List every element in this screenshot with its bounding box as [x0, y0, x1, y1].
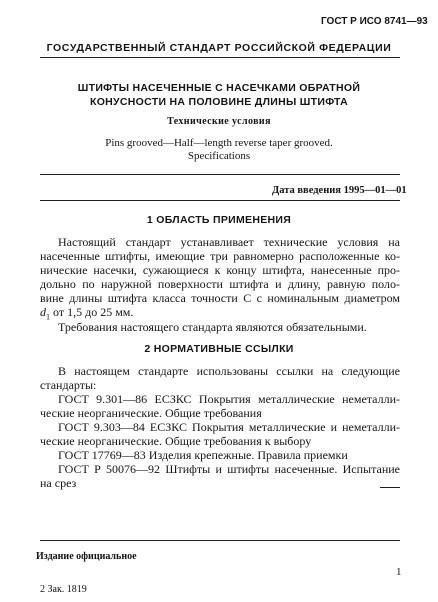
- header-rule: [40, 57, 400, 58]
- diameter-subscript: 1: [46, 312, 50, 322]
- section-1-heading: 1 ОБЛАСТЬ ПРИМЕНЕНИЯ: [146, 214, 292, 226]
- effective-date: [272, 185, 407, 196]
- section-1-line-3: нические насечки, сужающиеся к концу штифта, нанесенные про-: [40, 263, 400, 277]
- doc-title-english-line-1: Pins grooved—Half—length reverse taper grooved.: [105, 137, 333, 149]
- org-title: ГОСУДАРСТВЕННЫЙ СТАНДАРТ РОССИЙСКОЙ ФЕДЕРАЦИИ: [46, 42, 392, 54]
- effective-date-value: 1995—01—01: [343, 185, 407, 196]
- diameter-symbol: d: [40, 305, 46, 319]
- section-1-line-4: дольно по наружной поверхности штифта и длину, равную поло-: [40, 277, 400, 291]
- doc-title-english-line-2: Specifications: [187, 150, 251, 162]
- section-2-ref-1: ГОСТ 9.301—86 ЕСЗКС Покрытия металлические неметалли-: [58, 392, 400, 406]
- section-2-ref-3: ГОСТ 17769—83 Изделия крепежные. Правила приемки: [58, 448, 348, 462]
- title-rule: [40, 174, 400, 175]
- page-number: 1: [396, 566, 402, 578]
- section-1-line-6: [40, 305, 133, 321]
- section-2-heading: 2 НОРМАТИВНЫЕ ССЫЛКИ: [144, 343, 294, 355]
- diameter-range: от 1,5 до 25 мм.: [50, 305, 134, 319]
- section-2-line-2: стандарты:: [40, 378, 97, 392]
- section-2-ref-4: ГОСТ Р 50076—92 Штифты и штифты насеченные. Испытание: [58, 462, 400, 476]
- section-1-paragraph-2: Требования настоящего стандарта являются обязательными.: [58, 320, 367, 334]
- official-edition: Издание официальное: [36, 551, 137, 562]
- section-2-ref-1-cont: ческие неорганические. Общие требования: [40, 406, 262, 420]
- doc-title-line-1: ШТИФТЫ НАСЕЧЕННЫЕ С НАСЕЧКАМИ ОБРАТНОЙ: [77, 82, 361, 94]
- section-1-line-1: Настоящий стандарт устанавливает технические условия на: [58, 235, 400, 249]
- section-1-line-2: насеченные штифты, имеющие три равномерно расположенные ко-: [40, 249, 400, 263]
- section-1-line-5: вине длины штифта класса точности С с номинальным диаметром: [40, 291, 400, 305]
- effective-date-label: Дата введения: [272, 185, 341, 196]
- doc-subtitle: Технические условия: [167, 116, 271, 127]
- section-2-ref-2-cont: ческие неорганические. Общие требования к выбору: [40, 434, 312, 448]
- print-order: 2 Зак. 1819: [40, 584, 87, 595]
- effective-date-rule: [40, 200, 400, 201]
- section-2-ref-2: ГОСТ 9.303—84 ЕСЗКС Покрытия металлические и неметалли-: [58, 420, 400, 434]
- doc-title-line-2: КОНУСНОСТИ НА ПОЛОВИНЕ ДЛИНЫ ШТИФТА: [89, 96, 348, 108]
- section-2-ref-4-cont: на срез: [40, 476, 77, 490]
- footer-rule: [40, 540, 400, 541]
- section-2-line-1: В настоящем стандарте использованы ссылки на следующие: [58, 364, 400, 378]
- continuation-mark: [380, 487, 400, 488]
- standard-code: ГОСТ Р ИСО 8741—93: [321, 16, 428, 27]
